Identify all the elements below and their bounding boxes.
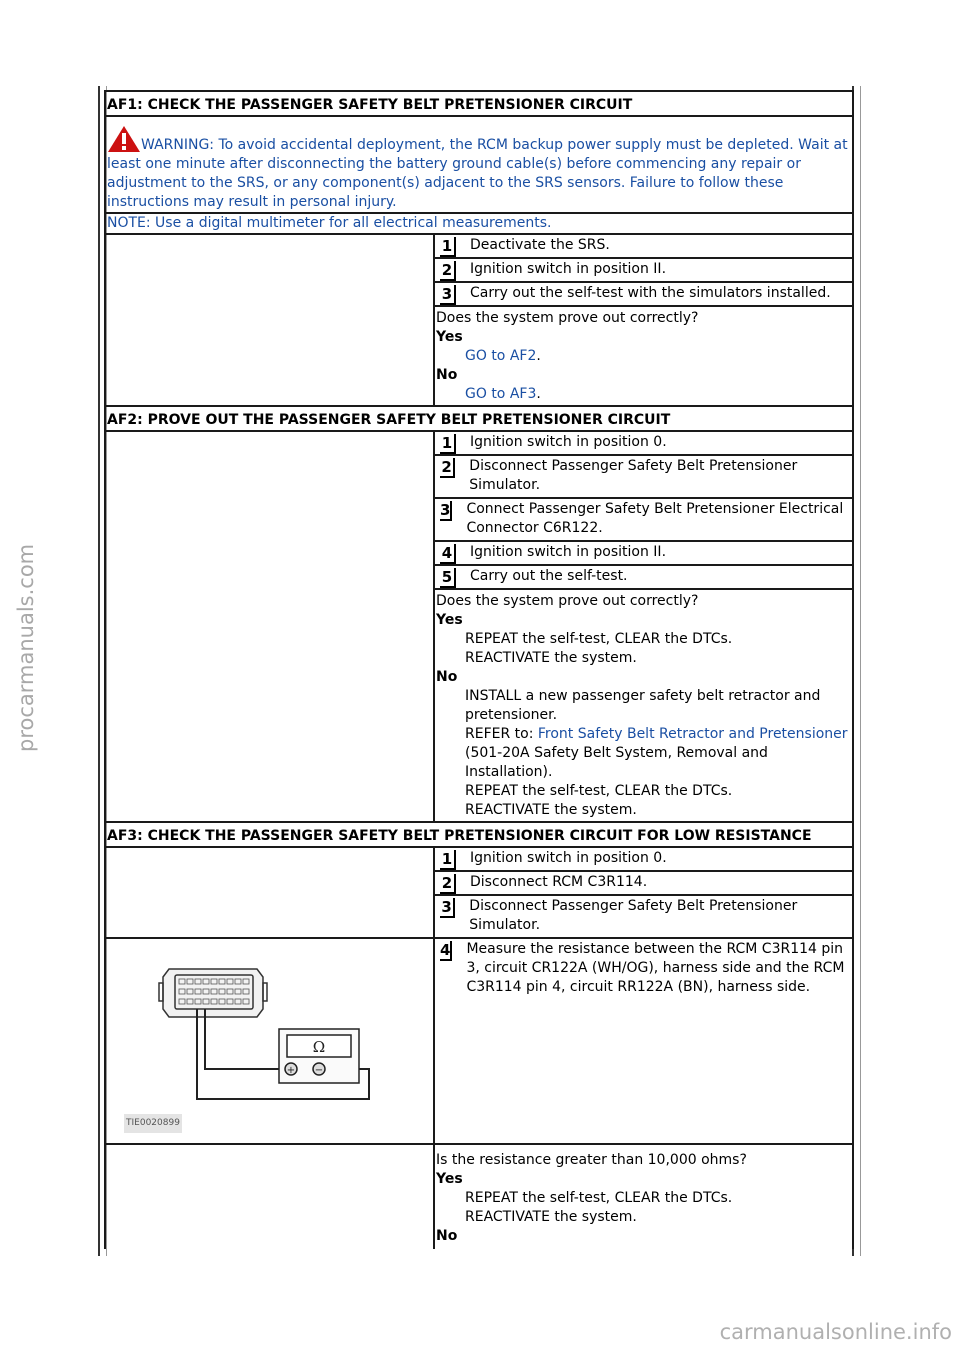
af1-step-1 (434, 234, 853, 258)
step-text: Deactivate the SRS. (470, 237, 610, 253)
minus-symbol: − (314, 1065, 324, 1076)
step-number: 2 (440, 874, 456, 894)
af2-step-2 (434, 455, 853, 498)
yes-action: REACTIVATE the system. (465, 650, 637, 666)
af1-header: AF1: CHECK THE PASSENGER SAFETY BELT PRETENSIONER CIRCUIT (105, 91, 853, 116)
af2-header: AF2: PROVE OUT THE PASSENGER SAFETY BELT PRETENSIONER CIRCUIT (105, 406, 853, 431)
warning-block (105, 116, 853, 213)
af1-result (434, 306, 853, 406)
af3-result (434, 1144, 853, 1249)
step-number: 2 (440, 261, 456, 281)
yes-action: REACTIVATE the system. (465, 1209, 637, 1225)
af3-header: AF3: CHECK THE PASSENGER SAFETY BELT PRETENSIONER CIRCUIT FOR LOW RESISTANCE (105, 822, 853, 847)
no-label: No (436, 1228, 458, 1244)
af3-step-2 (434, 871, 853, 895)
illustration-code: TIE0020899 (124, 1114, 182, 1133)
af3-result-image-cell (105, 1144, 434, 1249)
step-number: 1 (440, 434, 456, 454)
step-text: Carry out the self-test with the simulators installed. (470, 285, 831, 301)
no-action: REPEAT the self-test, CLEAR the DTCs. (465, 783, 733, 799)
bottom-watermark: carmanualsonline.info (719, 1320, 952, 1344)
step-text: Ignition switch in position 0. (470, 434, 667, 450)
step-number: 5 (440, 568, 456, 588)
period: . (536, 386, 541, 402)
step-number: 1 (440, 237, 456, 257)
front-safety-belt-retractor-link[interactable]: Front Safety Belt Retractor and Pretensioner (537, 726, 848, 742)
af2-step-5 (434, 565, 853, 589)
yes-label: Yes (436, 329, 463, 345)
step-number: 3 (440, 898, 455, 918)
yes-action: REPEAT the self-test, CLEAR the DTCs. (465, 631, 733, 647)
step-number: 4 (440, 544, 456, 564)
no-label: No (436, 669, 458, 685)
af1-step-2 (434, 258, 853, 282)
step-number: 1 (440, 850, 456, 870)
go-to-af3-link[interactable]: GO to AF3 (465, 386, 537, 402)
yes-label: Yes (436, 612, 463, 628)
af2-result (434, 589, 853, 822)
multimeter-connection-diagram (107, 939, 433, 1137)
no-label: No (436, 367, 458, 383)
no-action: INSTALL a new passenger safety belt retractor and pretensioner. (465, 688, 821, 723)
af1-question: Does the system prove out correctly? (436, 310, 699, 326)
step-number: 3 (440, 285, 456, 305)
warning-text: WARNING: To avoid accidental deployment, the RCM backup power supply must be depleted. Wait at least one minute after disconnecting the battery ground cable(s) before commencing any repair or adjustment to the SRS, or any component(s) adjacent to the SRS sensors. Failure to follow these instructions may result in personal injury. (107, 137, 848, 210)
step-number: 4 (440, 941, 451, 959)
yes-label: Yes (436, 1171, 463, 1187)
connector-c3r114 (159, 969, 267, 1017)
af1-step-3 (434, 282, 853, 306)
side-watermark: procarmanuals.com (14, 543, 38, 752)
yes-action: REPEAT the self-test, CLEAR the DTCs. (465, 1190, 733, 1206)
af3-step-4 (434, 938, 853, 1144)
note-text: NOTE: Use a digital multimeter for all electrical measurements. (105, 213, 853, 234)
pinpoint-test-table (104, 90, 854, 1249)
step-text: Connect Passenger Safety Belt Pretensioner Electrical Connector C6R122. (466, 501, 844, 536)
refer-prefix: REFER to: (465, 726, 538, 742)
multimeter-diagram-cell (105, 938, 434, 1144)
step-text: Disconnect Passenger Safety Belt Pretensioner Simulator. (469, 458, 798, 493)
step-text: Ignition switch in position II. (470, 544, 667, 560)
step-number: 3 (440, 501, 451, 519)
af3-step-1 (434, 847, 853, 871)
af2-image-cell (105, 431, 434, 822)
step-text: Disconnect RCM C3R114. (470, 874, 648, 890)
af3-question: Is the resistance greater than 10,000 ohms? (436, 1152, 747, 1168)
step-number: 2 (440, 458, 455, 478)
step-text: Carry out the self-test. (470, 568, 628, 584)
go-to-af2-link[interactable]: GO to AF2 (465, 348, 537, 364)
warning-triangle-icon (107, 125, 141, 153)
ohm-symbol: Ω (312, 1038, 326, 1056)
af1-image-cell (105, 234, 434, 406)
step-text: Ignition switch in position 0. (470, 850, 667, 866)
af2-step-1 (434, 431, 853, 455)
step-text: Measure the resistance between the RCM C3R114 pin 3, circuit CR122A (WH/OG), harness side and the RCM C3R114 pin 4, circuit RR122A (BN), harness side. (466, 941, 845, 995)
period: . (536, 348, 541, 364)
af2-step-4 (434, 541, 853, 565)
af2-question: Does the system prove out correctly? (436, 593, 699, 609)
step-text: Ignition switch in position II. (470, 261, 667, 277)
refer-suffix: (501-20A Safety Belt System, Removal and Installation). (465, 745, 768, 780)
af3-image-cell (105, 847, 434, 938)
af2-step-3 (434, 498, 853, 541)
no-action: REACTIVATE the system. (465, 802, 637, 818)
af3-step-3 (434, 895, 853, 938)
step-text: Disconnect Passenger Safety Belt Pretensioner Simulator. (469, 898, 798, 933)
refer-line (436, 725, 852, 782)
plus-symbol: + (286, 1065, 296, 1076)
procedure-page (104, 90, 854, 1249)
